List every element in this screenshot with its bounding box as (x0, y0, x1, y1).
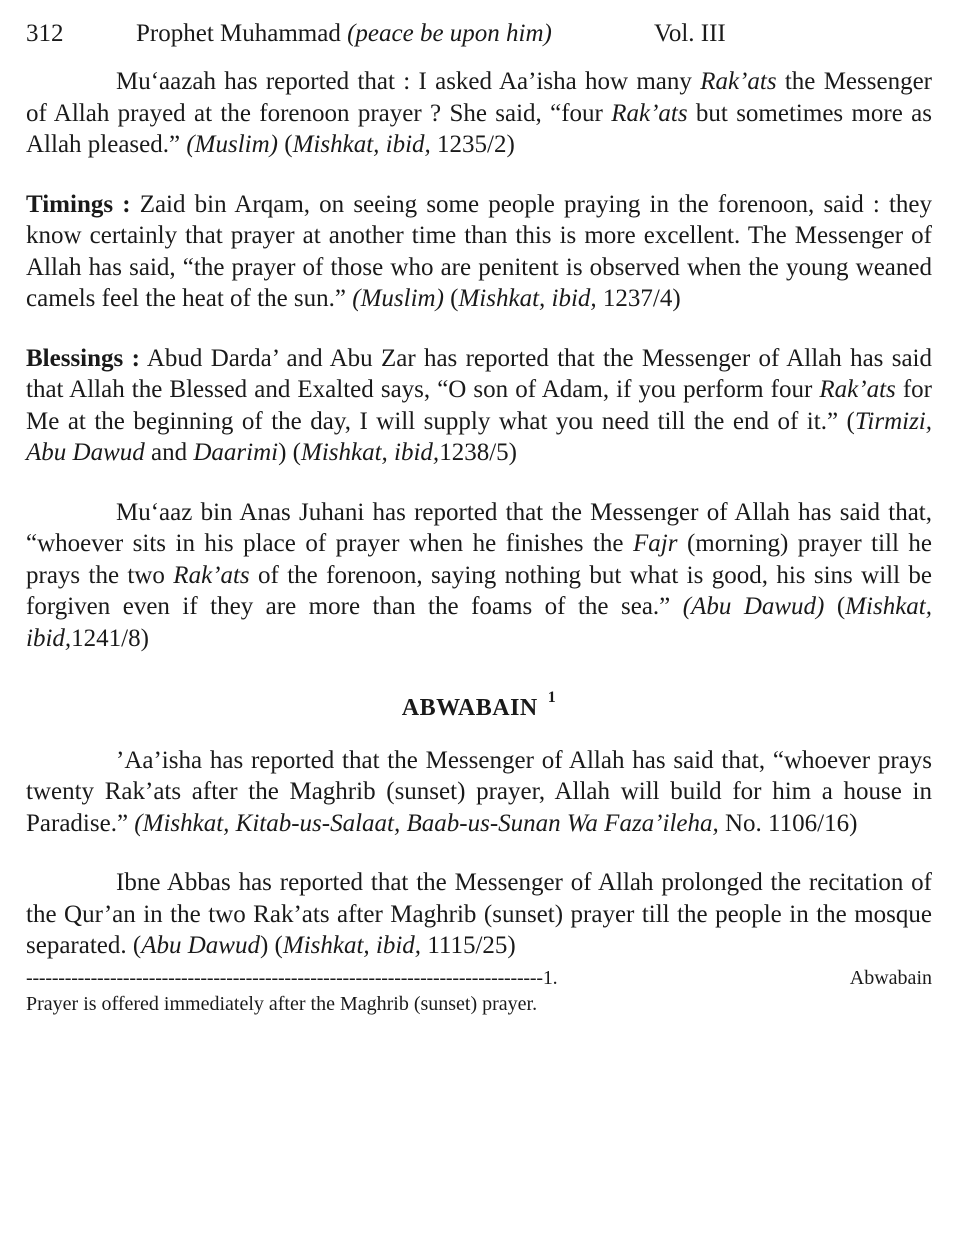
footnote-term: Abwabain (849, 966, 932, 989)
section-heading-text: ABWABAIN (401, 695, 538, 721)
paragraph-blessings: Blessings : Abud Darda’ and Abu Zar has reported that the Messenger of Allah has said that Allah the Blessed and Exalted says, “O son of Adam, if you perform four Rak’ats for Me at the beginning of the day, I will supply what you need till the end of it.” (Tirmizi, Abu Dawud and Daarimi) (Mishkat, ibid,1238/5) (26, 344, 932, 466)
footnote-text: Prayer is offered immediately after the Maghrib (sunset) prayer. (26, 992, 538, 1015)
timings-label: Timings : (26, 190, 131, 218)
paragraph-4: Mu‘aaz bin Anas Juhani has reported that the Messenger of Allah has said that, “whoever sits in his place of prayer when he finishes the Fajr (morning) prayer till he prays the two Rak’ats of the forenoon, saying nothing but what is good, his sins will be forgiven even if they are more than the foams of the sea.” (Abu Dawud) (Mishkat, ibid,1241/8) (26, 498, 933, 652)
paragraph-timings: Timings : Zaid bin Arqam, on seeing some people praying in the forenoon, said : they know certainly that prayer at another time than this is more excellent. The Messenger of Allah has said, “the prayer of those who are penitent is observed when the young weaned camels feel the heat of the sun.” (Muslim) (Mishkat, ibid, 1237/4) (26, 190, 932, 312)
running-title-honorific: (peace be upon him) (347, 20, 552, 47)
paragraph-1: Mu‘aazah has reported that : I asked Aa’isha how many Rak’ats the Messenger of Allah prayed at the forenoon prayer ? She said, “four Rak’ats but sometimes more as Allah pleased.” (Muslim) (Mishkat, ibid, 1235/2) (26, 68, 933, 158)
running-title (136, 18, 552, 50)
page-header (26, 18, 932, 54)
volume-label: Vol. III (654, 20, 726, 47)
footnote-separator (26, 966, 932, 990)
footnote-marker: 1 (547, 689, 557, 706)
paragraph-6: Ibne Abbas has reported that the Messenger of Allah prolonged the recitation of the Qur’an in the two Rak’ats after Maghrib (sunset) prayer till the people in the mosque separated. (Abu Dawud) (Mishkat, ibid, 1115/25) (26, 869, 932, 959)
footnote-rule: --------------------------------------------------------------------------------1. (26, 966, 558, 989)
page-number: 312 (26, 20, 64, 47)
running-title-text: Prophet Muhammad (136, 20, 348, 47)
blessings-label: Blessings : (26, 344, 140, 372)
section-heading (26, 686, 932, 725)
paragraph-5: ’Aa’isha has reported that the Messenger of Allah has said that, “whoever prays twenty Rak’ats after the Maghrib (sunset) prayer, Allah will build for him a house in Paradise.” (Mishkat, Kitab-us-Salaat, Baab-us-Sunan Wa Faza’ileha, No. 1106/16) (26, 746, 932, 837)
